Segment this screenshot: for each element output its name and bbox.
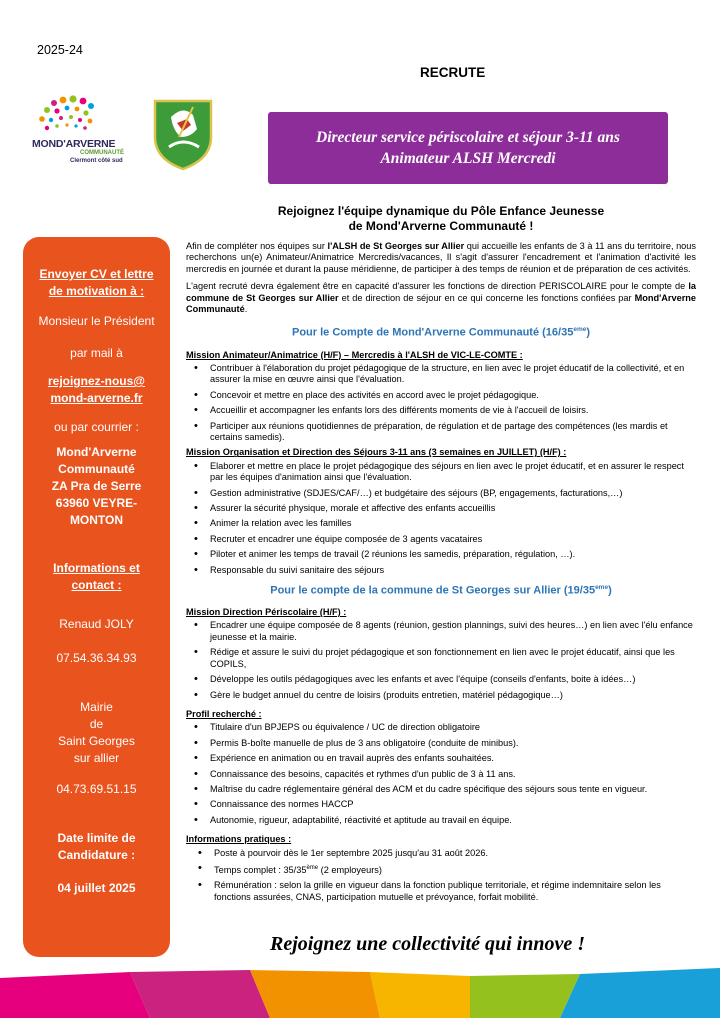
logo-sub: COMMUNAUTÉ bbox=[80, 150, 124, 156]
by-mail: par mail à bbox=[70, 346, 123, 360]
list-item: • Permis B-boîte manuelle de plus de 3 ans obligatoire (conduite de minibus). bbox=[186, 738, 696, 749]
profil-list bbox=[186, 722, 696, 826]
deadline-date: 04 juillet 2025 bbox=[57, 881, 136, 895]
recrute-heading: RECRUTE bbox=[420, 65, 486, 80]
info-pratiques-list bbox=[186, 848, 696, 904]
list-item: • Participer aux réunions quotidiennes de préparation, de régulation et de partage des compétences (les mardis et certains samedis). bbox=[186, 421, 696, 444]
list-item: • Expérience en animation ou en travail auprès des enfants souhaitées. bbox=[186, 753, 696, 764]
logo-tagline: Clermont côté sud bbox=[70, 158, 123, 164]
list-item: • Recruter et encadrer une équipe composée de 3 agents vacataires bbox=[186, 534, 696, 545]
intro-title bbox=[246, 204, 636, 234]
list-item: • Encadrer une équipe composée de 8 agents (réunion, gestion plannings, suivi des heures…) en lien avec l'élu enfance jeunesse et la mairie. bbox=[186, 620, 696, 643]
list-item: • Connaissance des besoins, capacités et rythmes d'un public de 3 à 11 ans. bbox=[186, 769, 696, 780]
list-item: • Animer la relation avec les familles bbox=[186, 518, 696, 529]
list-item: • Poste à pourvoir dès le 1er septembre 2025 jusqu'au 31 août 2026. bbox=[186, 848, 696, 859]
list-item: • Autonomie, rigueur, adaptabilité, réactivité et aptitude au travail en équipe. bbox=[186, 815, 696, 826]
banner-line-1: Directeur service périscolaire et séjour 3-11 ans bbox=[316, 129, 620, 146]
banner-line-2: Animateur ALSH Mercredi bbox=[380, 150, 556, 167]
list-item: • Rémunération : selon la grille en vigueur dans la fonction publique territoriale, et régime indemnitaire selon les fonctions assurées, CNAS, participation mutuelle et prévoyance, forfait mobilité. bbox=[186, 880, 696, 903]
contact-sidebar bbox=[23, 237, 170, 957]
mission-animateur-heading: Mission Animateur/Animatrice (H/F) – Mercredis à l'ALSH de VIC-LE-COMTE : bbox=[186, 349, 523, 360]
mission-periscolaire-heading: Mission Direction Périscolaire (H/F) : bbox=[186, 607, 347, 618]
list-item: • Contribuer à l'élaboration du projet pédagogique de la structure, en lien avec le projet éducatif de la collectivité, et en assurer la mise en œuvre ainsi que l'évaluation. bbox=[186, 363, 696, 386]
intro-title-line-2: de Mond'Arverne Communauté ! bbox=[348, 219, 534, 233]
contact-name: Renaud JOLY bbox=[59, 617, 134, 631]
info-pratiques-heading: Informations pratiques : bbox=[186, 834, 292, 845]
section-title-communaute: Pour le Compte de Mond'Arverne Communauté (16/35eme) bbox=[291, 326, 591, 340]
mairie-line-3: Saint Georges bbox=[58, 734, 135, 748]
list-item: • Maîtrise du cadre réglementaire général des ACM et du cadre spécifique des séjours sous tente en vigueur. bbox=[186, 784, 696, 795]
by-post: ou par courrier : bbox=[54, 420, 139, 434]
address-line-2: ZA Pra de Serre bbox=[51, 479, 142, 493]
address-line-1: Mond'Arverne Communauté bbox=[56, 445, 137, 476]
contact-phone: 07.54.36.34.93 bbox=[56, 651, 137, 665]
list-item: • Rédige et assure le suivi du projet pédagogique et son fonctionnement en lien avec le projet éducatif, ainsi que les COPILS, bbox=[186, 647, 696, 670]
info-heading: Informations et contact : bbox=[53, 561, 140, 592]
document-year: 2025-24 bbox=[37, 43, 83, 57]
section-title-commune: Pour le compte de la commune de St Georges sur Allier (19/35eme) bbox=[270, 584, 612, 597]
list-item: • Gestion administrative (SDJES/CAF/…) et budgétaire des séjours (BP, engagements, facturations,…) bbox=[186, 488, 696, 499]
mission-periscolaire-list bbox=[186, 620, 696, 700]
logo-name: MOND'ARVERNE bbox=[32, 138, 116, 150]
mairie-line-1: Mairie bbox=[80, 700, 113, 714]
send-heading: Envoyer CV et lettre de motivation à : bbox=[39, 267, 154, 298]
job-title-banner bbox=[268, 112, 668, 184]
list-item: • Temps complet : 35/35ème (2 employeurs) bbox=[186, 863, 696, 876]
saint-georges-crest-icon bbox=[153, 97, 213, 171]
mission-animateur-list bbox=[186, 363, 696, 443]
mond-arverne-logo bbox=[27, 95, 147, 167]
job-description bbox=[186, 241, 696, 907]
profil-heading: Profil recherché : bbox=[186, 708, 262, 719]
email-link[interactable]: rejoignez-nous@mond-arverne.fr bbox=[47, 374, 146, 405]
list-item: • Responsable du suivi sanitaire des séjours bbox=[186, 565, 696, 576]
intro-paragraph-1: Afin de compléter nos équipes sur l'ALSH de St Georges sur Allier qui accueille les enfants de 3 à 11 ans du territoire, nous recherchons un(e) Animateur/Animatrice Mercredis/vacances, Il s'agit d'assurer l'encadrement et l'animation d'activité les mercredis en journée et durant la pause méridienne, de participer à des temps de réunion et de préparation de ces activités. bbox=[186, 241, 696, 274]
list-item: • Titulaire d'un BPJEPS ou équivalence / UC de direction obligatoire bbox=[186, 722, 696, 733]
list-item: • Connaissance des normes HACCP bbox=[186, 799, 696, 810]
list-item: • Développe les outils pédagogiques avec les enfants et avec l'équipe (conseils d'enfants, boite à idées…) bbox=[186, 674, 696, 685]
mairie-line-4: sur allier bbox=[73, 751, 120, 765]
logo-dots-icon bbox=[27, 95, 147, 140]
slogan: Rejoignez une collectivité qui innove ! bbox=[270, 933, 585, 955]
list-item: • Concevoir et mettre en place des activités en accord avec le projet pédagogique. bbox=[186, 390, 696, 401]
list-item: • Elaborer et mettre en place le projet pédagogique des séjours en lien avec le projet éducatif, et en assurer le respect par les équipes d'animation ainsi que l'évaluation. bbox=[186, 461, 696, 484]
intro-title-line-1: Rejoignez l'équipe dynamique du Pôle Enfance Jeunesse bbox=[277, 204, 605, 218]
list-item: • Piloter et animer les temps de travail (2 réunions les samedis, préparation, régulation, …). bbox=[186, 549, 696, 560]
footer-color-band bbox=[0, 964, 720, 1018]
intro-paragraph-2: L'agent recruté devra également être en capacité d'assurer les fonctions de direction PERISCOLAIRE pour le compte de la commune de St Georges sur Allier et de direction de séjour en ce qui concerne les fonctions confiées par Mond'Arverne Communauté. bbox=[186, 281, 696, 315]
list-item: • Assurer la sécurité physique, morale et affective des enfants accueillis bbox=[186, 503, 696, 514]
mairie-phone: 04.73.69.51.15 bbox=[56, 782, 137, 796]
list-item: • Accueillir et accompagner les enfants lors des différents moments de vie à l'accueil de loisirs. bbox=[186, 405, 696, 416]
recipient: Monsieur le Président bbox=[38, 314, 155, 328]
list-item: • Gère le budget annuel du centre de loisirs (produits entretien, matériel pédagogique…) bbox=[186, 690, 696, 701]
deadline-label: Date limite de Candidature : bbox=[57, 831, 136, 862]
address-line-3: 63960 VEYRE-MONTON bbox=[55, 496, 138, 527]
mairie-line-2: de bbox=[89, 717, 104, 731]
mission-sejours-list bbox=[186, 461, 696, 576]
mission-sejours-heading: Mission Organisation et Direction des Séjours 3-11 ans (3 semaines en JUILLET) (H/F) : bbox=[186, 447, 567, 458]
